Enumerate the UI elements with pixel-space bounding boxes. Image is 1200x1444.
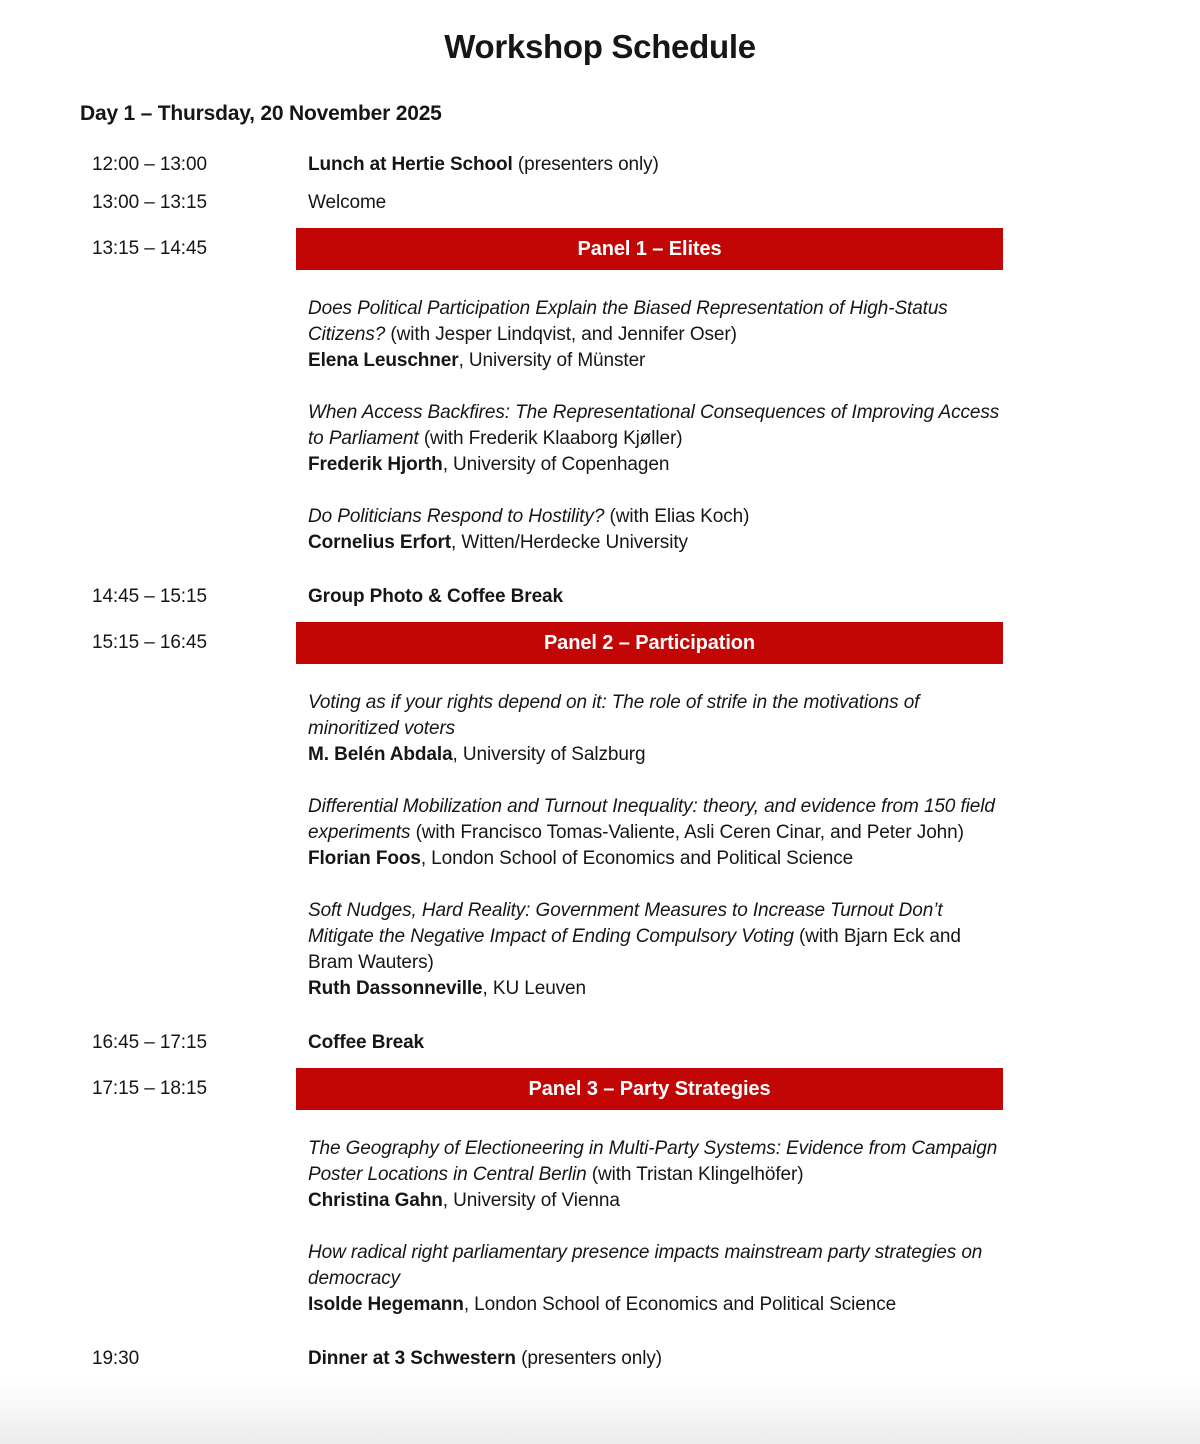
row-content [296, 1030, 1003, 1056]
talk-speaker: M. Belén Abdala [308, 744, 453, 765]
talk-affiliation: , University of Salzburg [452, 744, 646, 765]
talk-speaker: Elena Leuschner [308, 350, 459, 371]
talk-speaker-line [308, 976, 1003, 1002]
talk [296, 296, 1003, 374]
talk-speaker: Ruth Dassonneville [308, 978, 483, 999]
talk-affiliation: , University of Vienna [442, 1190, 620, 1211]
talk-affiliation: , London School of Economics and Political Science [463, 1294, 897, 1315]
panel-title: Panel 2 – Participation [543, 632, 756, 654]
talk-title: Do Politicians Respond to Hostility? [308, 506, 605, 527]
talk [296, 400, 1003, 478]
event-label [296, 152, 1003, 178]
row-content [296, 1346, 1003, 1372]
schedule-row [0, 1030, 1200, 1056]
talk-speaker-line [308, 348, 1003, 374]
talk-title-line [308, 296, 1003, 348]
schedule [0, 152, 1200, 1372]
event-label [296, 190, 1003, 216]
time-label: 15:15 – 16:45 [92, 632, 207, 653]
event-title: Group Photo & Coffee Break [308, 586, 563, 607]
talk-title: Does Political Participation Explain the Biased Representation of High-Status Citizens? [308, 298, 948, 345]
talk [296, 1136, 1003, 1214]
talk [296, 1240, 1003, 1318]
event-title: Lunch at Hertie School [308, 154, 513, 175]
talk-affiliation: , University of Copenhagen [442, 454, 670, 475]
schedule-row [0, 1346, 1200, 1372]
talk-affiliation: , Witten/Herdecke University [451, 532, 688, 553]
talk-speaker: Frederik Hjorth [308, 454, 443, 475]
talk-coauthors: (with Frederik Klaaborg Kjøller) [418, 428, 683, 449]
panel-banner [296, 228, 1003, 270]
event-title: Dinner at 3 Schwestern [308, 1348, 516, 1369]
schedule-row [0, 1068, 1200, 1318]
talk-speaker-line [308, 452, 1003, 478]
talk-coauthors: (with Jesper Lindqvist, and Jennifer Oser) [385, 324, 737, 345]
talk-speaker: Christina Gahn [308, 1190, 443, 1211]
talk-speaker-line [308, 742, 1003, 768]
time-label: 13:15 – 14:45 [92, 238, 207, 259]
time-label: 17:15 – 18:15 [92, 1078, 207, 1099]
talk-affiliation: , KU Leuven [482, 978, 586, 999]
talk-title-line [308, 1136, 1003, 1188]
talk-title-line [308, 1240, 1003, 1292]
talk-coauthors: (with Bjarn Eck and Bram Wauters) [308, 926, 961, 973]
talk-affiliation: , London School of Economics and Political Science [420, 848, 854, 869]
talk-speaker-line [308, 530, 1003, 556]
panel-title: Panel 3 – Party Strategies [528, 1078, 771, 1100]
talk-coauthors: (with Elias Koch) [604, 506, 750, 527]
talk-title: How radical right parliamentary presence impacts mainstream party strategies on democracy [308, 1242, 983, 1289]
time-label: 14:45 – 15:15 [92, 586, 207, 607]
event-title: Welcome [308, 192, 387, 213]
time-label: 13:00 – 13:15 [92, 192, 207, 213]
talk [296, 504, 1003, 556]
event-label [296, 1346, 1003, 1372]
talk-speaker: Isolde Hegemann [308, 1294, 464, 1315]
talk [296, 794, 1003, 872]
talk [296, 690, 1003, 768]
talk-coauthors: (with Francisco Tomas-Valiente, Asli Ceren Cinar, and Peter John) [410, 822, 964, 843]
event-note: (presenters only) [512, 154, 659, 175]
row-content [296, 228, 1003, 556]
talk-title: Soft Nudges, Hard Reality: Government Measures to Increase Turnout Don’t Mitigate the Negative Impact of Ending Compulsory Voting [308, 900, 943, 947]
talk-speaker-line [308, 1188, 1003, 1214]
talk [296, 898, 1003, 1002]
talk-title-line [308, 690, 1003, 742]
talk-affiliation: , University of Münster [458, 350, 646, 371]
talk-title: Differential Mobilization and Turnout Inequality: theory, and evidence from 150 field experiments [308, 796, 995, 843]
schedule-row [0, 622, 1200, 1002]
talk-title: When Access Backfires: The Representational Consequences of Improving Access to Parliament [308, 402, 1000, 449]
row-content [296, 622, 1003, 1002]
talk-title-line [308, 898, 1003, 976]
panel-banner [296, 1068, 1003, 1110]
panel-title: Panel 1 – Elites [577, 238, 722, 260]
day-heading: Day 1 – Thursday, 20 November 2025 [80, 102, 442, 125]
talk-title-line [308, 794, 1003, 846]
schedule-row [0, 584, 1200, 610]
talk-speaker: Florian Foos [308, 848, 421, 869]
talk-title: The Geography of Electioneering in Multi-Party Systems: Evidence from Campaign Poster Locations in Central Berlin [308, 1138, 998, 1185]
talk-title: Voting as if your rights depend on it: The role of strife in the motivations of minoritized voters [308, 692, 920, 739]
row-content [296, 584, 1003, 610]
talk-speaker-line [308, 846, 1003, 872]
time-label: 19:30 [92, 1348, 140, 1369]
panel-banner [296, 622, 1003, 664]
talk-title-line [308, 504, 1003, 530]
talk-speaker-line [308, 1292, 1003, 1318]
schedule-row [0, 152, 1200, 178]
event-title: Coffee Break [308, 1032, 425, 1053]
time-label: 12:00 – 13:00 [92, 154, 207, 175]
event-label [296, 1030, 1003, 1056]
talk-coauthors: (with Tristan Klingelhöfer) [586, 1164, 804, 1185]
talk-title-line [308, 400, 1003, 452]
page-bottom-gradient [0, 1380, 1200, 1444]
page-title: Workshop Schedule [444, 28, 756, 65]
row-content [296, 190, 1003, 216]
row-content [296, 1068, 1003, 1318]
time-label: 16:45 – 17:15 [92, 1032, 207, 1053]
event-note: (presenters only) [515, 1348, 662, 1369]
row-content [296, 152, 1003, 178]
talk-speaker: Cornelius Erfort [308, 532, 452, 553]
event-label [296, 584, 1003, 610]
schedule-row [0, 190, 1200, 216]
schedule-row [0, 228, 1200, 556]
